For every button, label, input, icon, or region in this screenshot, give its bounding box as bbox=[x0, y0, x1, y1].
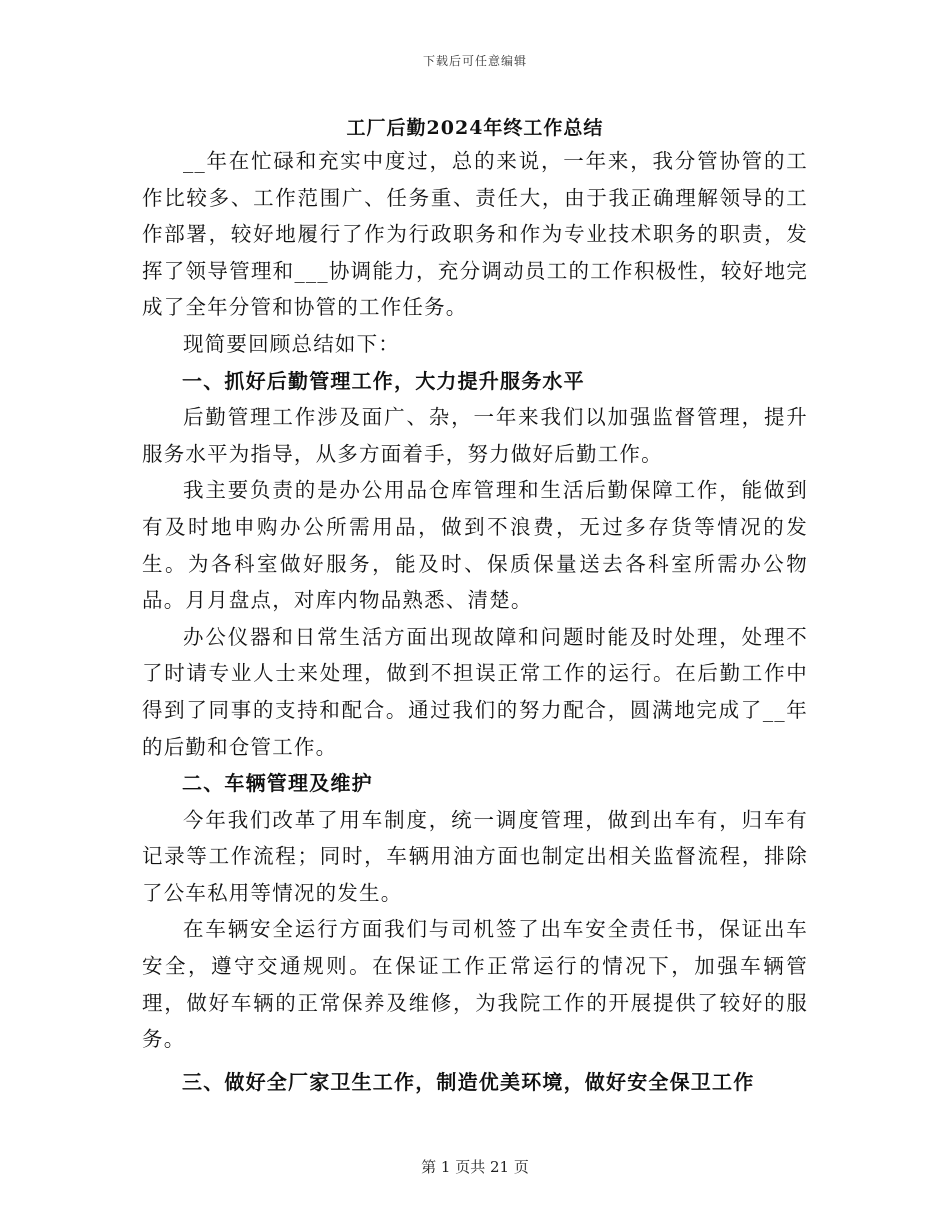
paragraph: 今年我们改革了用车制度，统一调度管理，做到出车有，归车有记录等工作流程；同时，车辆用油方面也制定出相关监督流程，排除了公车私用等情况的发生。 bbox=[142, 807, 808, 905]
paragraph: 在车辆安全运行方面我们与司机签了出车安全责任书，保证出车安全，遵守交通规则。在保证工作正常运行的情况下，加强车辆管理，做好车辆的正常保养及维修，为我院工作的开展提供了较好的服务。 bbox=[142, 917, 808, 1052]
section-heading: 二、车辆管理及维护 bbox=[182, 771, 373, 796]
paragraph: 后勤管理工作涉及面广、杂，一年来我们以加强监督管理，提升服务水平为指导，从多方面着手，努力做好后勤工作。 bbox=[142, 405, 808, 466]
document-body bbox=[142, 112, 808, 1100]
section-heading: 一、抓好后勤管理工作，大力提升服务水平 bbox=[182, 368, 585, 393]
page-number: 第 1 页共 21 页 bbox=[421, 1158, 529, 1176]
paragraph: 现简要回顾总结如下： bbox=[183, 331, 400, 356]
document-title: 工厂后勤2024年终工作总结 bbox=[346, 117, 604, 139]
section-heading: 三、做好全厂家卫生工作，制造优美环境，做好安全保卫工作 bbox=[182, 1069, 755, 1094]
paragraph: __年在忙碌和充实中度过，总的来说，一年来，我分管协管的工作比较多、工作范围广、任务重、责任大，由于我正确理解领导的工作部署，较好地履行了作为行政职务和作为专业技术职务的职责，发挥了领导管理和___协调能力，充分调动员工的工作积极性，较好地完成了全年分管和协管的工作任务。 bbox=[142, 149, 808, 320]
paragraph: 我主要负责的是办公用品仓库管理和生活后勤保障工作，能做到有及时地申购办公所需用品，做到不浪费，无过多存货等情况的发生。为各科室做好服务，能及时、保质保量送去各科室所需办公物品。月月盘点，对库内物品熟悉、清楚。 bbox=[142, 478, 808, 613]
page-header-note: 下载后可任意编辑 bbox=[422, 54, 527, 68]
paragraph: 办公仪器和日常生活方面出现故障和问题时能及时处理，处理不了时请专业人士来处理，做到不担误正常工作的运行。在后勤工作中得到了同事的支持和配合。通过我们的努力配合，圆满地完成了__年的后勤和仓管工作。 bbox=[142, 624, 808, 759]
